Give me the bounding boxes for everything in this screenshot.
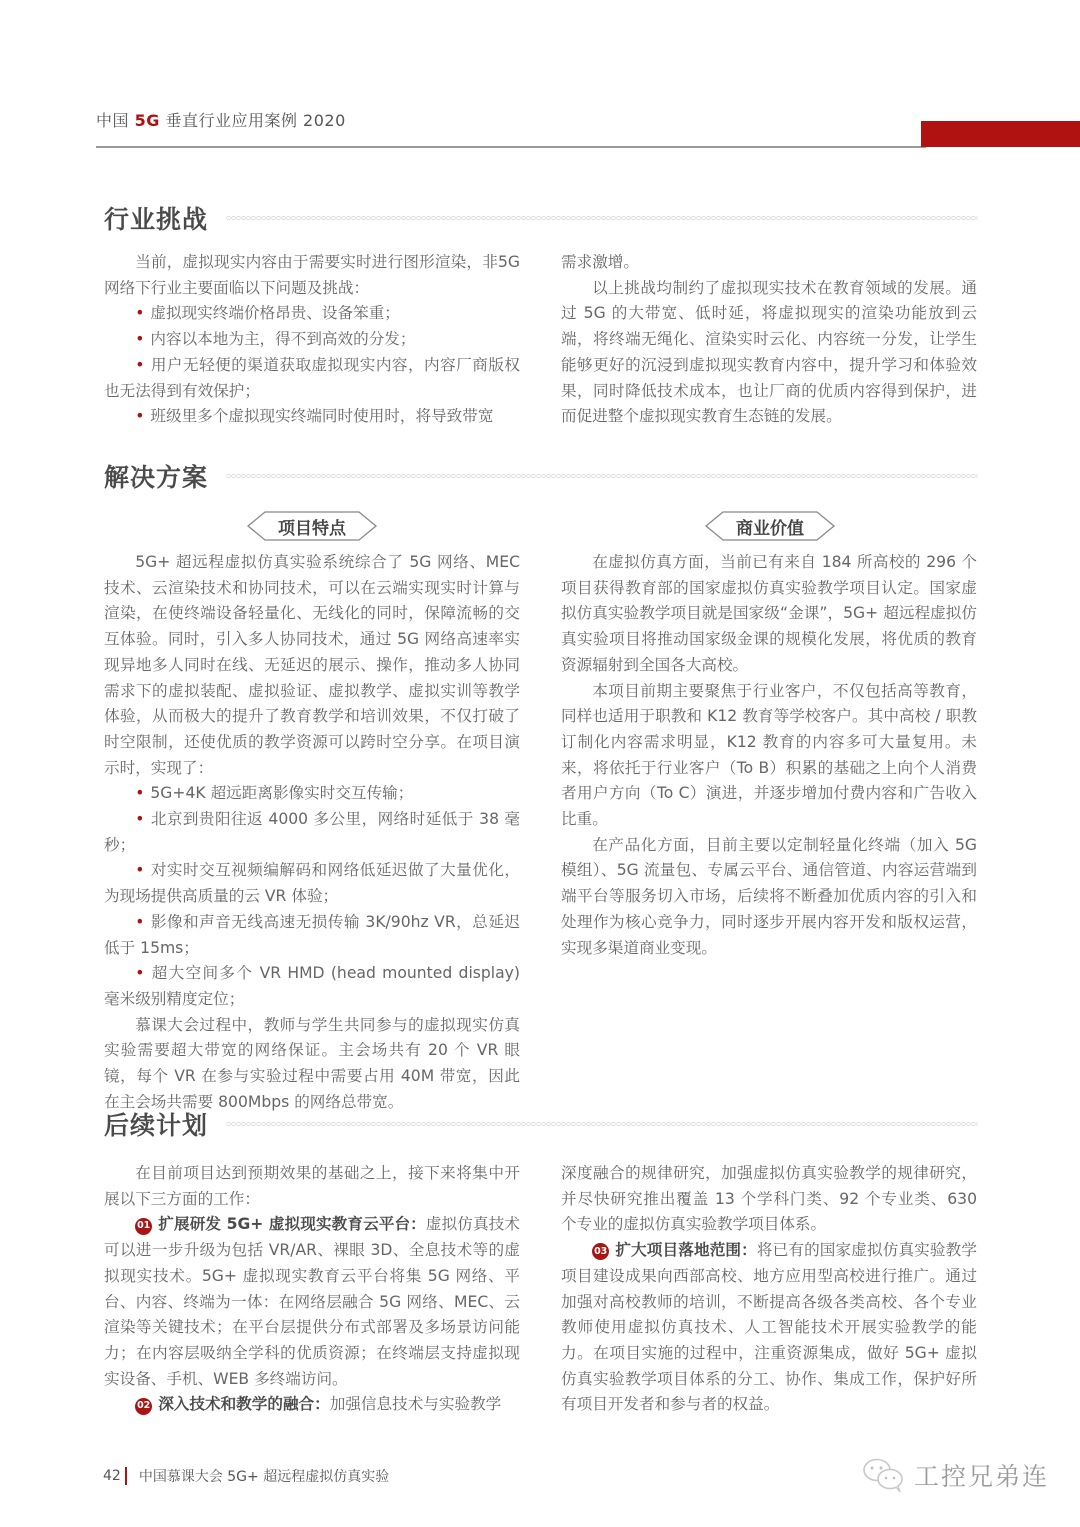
number-01-icon: 01 [135, 1218, 152, 1235]
header-accent-block [921, 121, 1080, 147]
bullet-icon: • [135, 784, 145, 803]
bullet-icon: • [135, 964, 145, 983]
watermark-text: 工控兄弟连 [914, 1462, 1050, 1491]
section-title: 解决方案 [104, 463, 209, 492]
bullet-icon: • [135, 810, 145, 829]
list-item: • 5G+4K 超远距离影像实时交互传输； [135, 784, 414, 803]
header-title-pre: 中国 [96, 111, 135, 130]
bullet-icon: • [135, 355, 145, 374]
badge-project-features: 项目特点 [247, 511, 377, 541]
bullet-icon: • [135, 861, 145, 880]
page-number: 42 [103, 1468, 121, 1484]
wechat-icon [862, 1457, 906, 1493]
section-title: 行业挑战 [104, 205, 209, 234]
plan-left-column [104, 1161, 520, 1418]
bullet-icon: • [135, 912, 145, 931]
solution-left-column [104, 550, 520, 1115]
number-03-icon: 03 [592, 1243, 609, 1260]
section-divider [226, 215, 978, 221]
bullet-icon: • [135, 304, 145, 323]
list-item: • 班级里多个虚拟现实终端同时使用时，将导致带宽 [135, 407, 494, 426]
challenge-left-column [104, 250, 520, 430]
list-item: • 对实时交互视频编解码和网络低延迟做了大量优化，为现场提供高质量的云 VR 体验； [104, 861, 520, 906]
list-item: • 用户无轻便的渠道获取虚拟现实内容，内容厂商版权也无法得到有效保护； [104, 355, 520, 400]
list-item: • 影像和声音无线高速无损传输 3K/90hz VR，总延迟低于 15ms； [104, 912, 520, 957]
section-heading-challenge [104, 200, 978, 236]
section-heading-plan [104, 1106, 978, 1142]
business-paragraph: 本项目前期主要聚焦于行业客户，不仅包括高等教育，同样也适用于职教和 K12 教育等学校客户。其中高校 / 职教订制化内容需求明显，K12 教育的内容多可大量复用。未来，将依托于行业客户（To B）积累的基础之上向个人消费者用户方向（To C）演进，并逐步增加付费内容和广告收入比重。 [561, 681, 977, 829]
features-paragraph: 5G+ 超远程虚拟仿真实验系统综合了 5G 网络、MEC 技术、云渲染技术和协同技术，可以在云端实现实时计算与渲染，在使终端设备轻量化、无线化的同时，保障流畅的交互体验。同时，引入多人协同技术，通过 5G 网络高速率实现异地多人同时在线、无延迟的展示、操作，推动多人协同需求下的虚拟装配、虚拟验证、虚拟教学、虚拟实训等教学体验，从而极大的提升了教育教学和培训效果，不仅打破了时空限制，还使优质的教学资源可以跨时空分享。在项目演示时，实现了： [104, 553, 520, 777]
list-item: • 内容以本地为主，得不到高效的分发； [135, 330, 416, 349]
list-item: • 超大空间多个 VR HMD (head mounted display) 毫米级别精度定位； [104, 964, 520, 1008]
plan-item-02-text: 加强信息技术与实验教学 [329, 1395, 502, 1414]
list-item: • 虚拟现实终端价格昂贵、设备笨重； [135, 304, 400, 323]
watermark [862, 1457, 1049, 1493]
header-title-accent: 5G [134, 111, 160, 130]
challenge-intro: 当前，虚拟现实内容由于需要实时进行图形渲染，非5G 网络下行业主要面临以下问题及挑战： [104, 253, 520, 297]
list-item: • 北京到贵阳往返 4000 多公里，网络时延低于 38 毫秒； [104, 810, 520, 854]
header-divider [96, 146, 926, 148]
plan-intro: 在目前项目达到预期效果的基础之上，接下来将集中开展以下三方面的工作： [104, 1164, 520, 1208]
bullet-icon: • [135, 330, 145, 349]
challenge-paragraph: 以上挑战均制约了虚拟现实技术在教育领域的发展。通过 5G 的大带宽、低时延，将虚拟现实的渲染功能放到云端，将终端无绳化、渲染实时云化、内容统一分发，让学生能够更好的沉浸到虚拟现实教育内容中，提升学习和体验效果，同时降低技术成本，也让厂商的优质内容得到保护，进而促进整个虚拟现实教育生态链的发展。 [561, 278, 977, 426]
challenge-right-column [561, 250, 977, 430]
solution-right-column [561, 550, 977, 961]
section-divider [226, 473, 978, 479]
page-footer [103, 1466, 389, 1486]
header-title-post: 垂直行业应用案例 2020 [159, 111, 346, 130]
footer-running-title: 中国慕课大会 5G+ 超远程虚拟仿真实验 [138, 1469, 390, 1485]
section-title: 后续计划 [104, 1111, 209, 1140]
badge-business-value: 商业价值 [705, 511, 835, 541]
bandwidth-paragraph: 慕课大会过程中，教师与学生共同参与的虚拟现实仿真实验需要超大带宽的网络保证。主会场共有 20 个 VR 眼镜，每个 VR 在参与实验过程中需要占用 40M 带宽，因此在主会场共需要 800Mbps 的网络总带宽。 [104, 1015, 520, 1111]
plan-right-column [561, 1161, 977, 1418]
plan-item-01: 01 扩展研发 5G+ 虚拟现实教育云平台：虚拟仿真技术可以进一步升级为包括 VR/AR、裸眼 3D、全息技术等的虚拟现实技术。5G+ 虚拟现实教育云平台将集 5G 网络、平台、内容、终端为一体：在网络层融合 5G 网络、MEC、云渲染等关键技术；在平台层提供分布式部署及多场景访问能力；在内容层吸纳全学科的优质资源；在终端层支持虚拟现实设备、手机、WEB 多终端访问。 [104, 1215, 520, 1388]
footer-divider [125, 1467, 127, 1485]
plan-item-03: 03 扩大项目落地范围：将已有的国家虚拟仿真实验教学项目建设成果向西部高校、地方应用型高校进行推广。通过加强对高校教师的培训，不断提高各级各类高校、各个专业教师使用虚拟仿真技术、人工智能技术开展实验教学的能力。在项目实施的过程中，注重资源集成，做好 5G+ 虚拟仿真实验教学项目体系的分工、协作、集成工作，保护好所有项目开发者和参与者的权益。 [561, 1241, 977, 1414]
plan-item-02: 02 深入技术和教学的融合：加强信息技术与实验教学 [137, 1395, 502, 1414]
section-heading-solution [104, 458, 978, 494]
running-header [96, 108, 346, 131]
business-paragraph: 在产品化方面，目前主要以定制轻量化终端（加入 5G 模组）、5G 流量包、专属云平台、通信管道、内容运营端到端平台等服务切入市场，后续将不断叠加优质内容的引入和处理作为核心竞争力，同时逐步开展内容开发和版权运营，实现多渠道商业变现。 [561, 835, 977, 957]
bullet-icon: • [135, 407, 145, 426]
plan-item-02-continuation: 深度融合的规律研究，加强虚拟仿真实验教学的规律研究，并尽快研究推出覆盖 13 个学科门类、92 个专业类、630 个专业的虚拟仿真实验教学项目体系。 [561, 1164, 977, 1234]
challenge-continuation: 需求激增。 [561, 253, 639, 271]
section-divider [226, 1121, 978, 1127]
number-02-icon: 02 [135, 1398, 152, 1415]
business-paragraph: 在虚拟仿真方面，当前已有来自 184 所高校的 296 个项目获得教育部的国家虚拟仿真实验教学项目认定。国家虚拟仿真实验教学项目就是国家级“金课”，5G+ 超远程虚拟仿真实验项目将推动国家级金课的规模化发展，将优质的教育资源辐射到全国各大高校。 [561, 553, 977, 674]
